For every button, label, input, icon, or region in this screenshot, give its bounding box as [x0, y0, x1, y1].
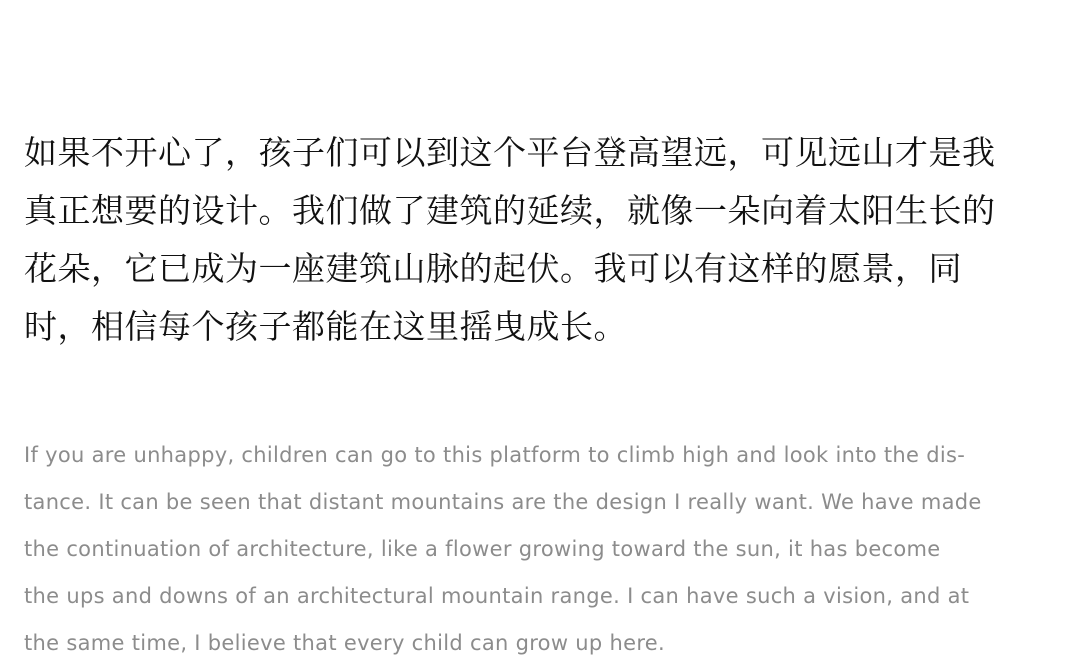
- english-text-line: If you are unhappy, children can go to this platform to climb high and look into the dis-: [24, 443, 966, 467]
- chinese-paragraph: [24, 124, 1064, 356]
- chinese-text-line: 时，相信每个孩子都能在这里摇曳成长。: [24, 307, 627, 346]
- english-text-line: the same time, I believe that every child can grow up here.: [24, 631, 665, 655]
- chinese-text-line: 如果不开心了，孩子们可以到这个平台登高望远，可见远山才是我: [24, 133, 996, 172]
- english-text-line: the ups and downs of an architectural mountain range. I can have such a vision, and at: [24, 584, 970, 608]
- english-paragraph: [24, 432, 1064, 667]
- english-text-line: the continuation of architecture, like a flower growing toward the sun, it has become: [24, 537, 941, 561]
- english-text-line: tance. It can be seen that distant mountains are the design I really want. We have made: [24, 490, 982, 514]
- chinese-text-line: 花朵，它已成为一座建筑山脉的起伏。我可以有这样的愿景，同: [24, 249, 962, 288]
- chinese-text-line: 真正想要的设计。我们做了建筑的延续，就像一朵向着太阳生长的: [24, 191, 996, 230]
